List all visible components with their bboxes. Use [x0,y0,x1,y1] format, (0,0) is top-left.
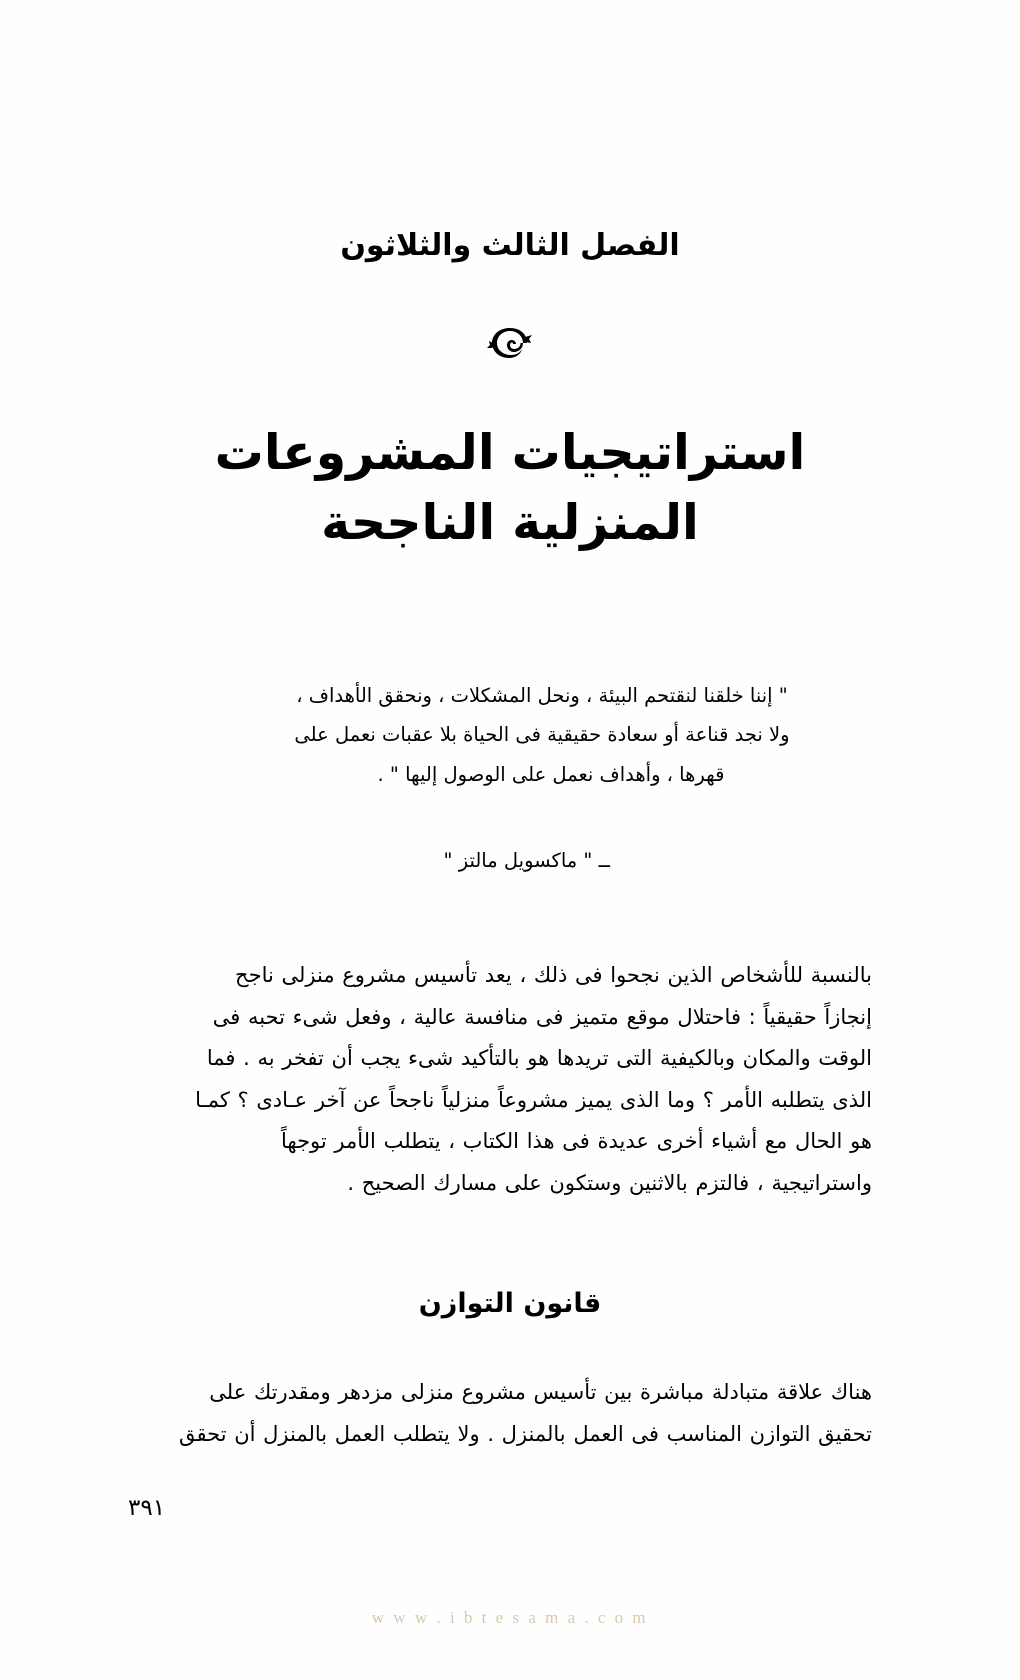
body-line: إنجازاً حقيقياً : فاحتلال موقع متميز فى منافسة عالية ، وفعل شىء تحبه فى [212,1004,872,1029]
body-line: الذى يتطلبه الأمر ؟ وما الذى يميز مشروعاً منزلياً ناجحاً عن آخر عـادى ؟ كمـا [195,1087,872,1112]
body-line: تحقيق التوازن المناسب فى العمل بالمنزل . ولا يتطلب العمل بالمنزل أن تحقق [179,1421,872,1446]
body-paragraph-2 [179,1372,872,1455]
site-watermark: w w w . i b t e s a m a . c o m [371,1608,649,1627]
body-paragraph-1 [182,955,872,1204]
section-heading: قانون التوازن [418,1288,602,1319]
chapter-title-line-2: المنزلية الناجحة [321,493,699,551]
epigraph-line-3: قهرها ، وأهداف نعمل على الوصول إليها " . [377,762,725,786]
chapter-title [0,418,1020,557]
epigraph-quote [232,676,852,794]
body-line: واستراتيجية ، فالتزم بالاثنين وستكون على مسارك الصحيح . [347,1170,872,1195]
body-line: الوقت والمكان وبالكيفية التى تريدها هو بالتأكيد شىء يجب أن تفخر به . فما [206,1046,872,1071]
epigraph-line-1: " إننا خلقنا لنقتحم البيئة ، ونحل المشكلات ، ونحقق الأهداف ، [296,684,788,707]
chapter-title-line-1: استراتيجيات المشروعات [214,424,806,481]
body-line: هناك علاقة متبادلة مباشرة بين تأسيس مشروع منزلى مزدهر ومقدرتك على [209,1380,872,1404]
decorative-swirl-ornament [0,322,1020,364]
page-number: ٣٩١ [128,1495,166,1521]
chapter-heading: الفصل الثالث والثلاثون [340,228,680,263]
epigraph-line-2: ولا نجد قناعة أو سعادة حقيقية فى الحياة بلا عقبات نعمل على [294,723,790,747]
epigraph-attribution: ــ " ماكسويل مالتز " [443,849,610,872]
body-line: بالنسبة للأشخاص الذين نجحوا فى ذلك ، يعد تأسيس مشروع منزلى ناجح [235,963,872,987]
body-line: هو الحال مع أشياء أخرى عديدة فى هذا الكتاب ، يتطلب الأمر توجهاً [281,1129,872,1154]
